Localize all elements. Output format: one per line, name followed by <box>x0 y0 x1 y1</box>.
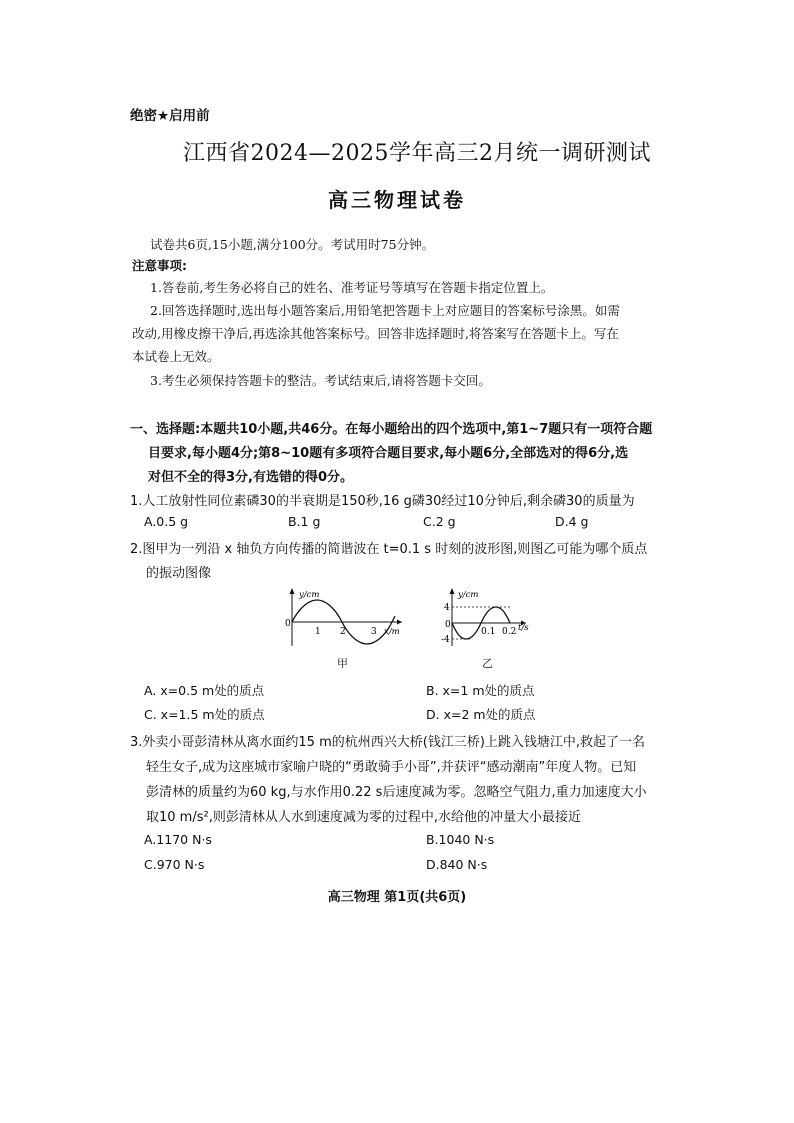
t-tick-label: 0.1 <box>481 627 496 637</box>
section-instructions: 一、选择题:本题共10小题,共46分。在每小题给出的四个选项中,第1~7题只有一项符合题 <box>130 422 653 437</box>
exam-title: 江西省2024—2025学年高三2月统一调研测试 <box>183 141 651 166</box>
exam-intro: 试卷共6页,15小题,满分100分。考试用时75分钟。 <box>150 237 435 252</box>
origin-label: 0 <box>285 619 291 629</box>
q3-option-c: C.970 N·s <box>144 857 205 872</box>
question-3-stem: 3.外卖小哥彭清林从离水面约15 m的杭州西兴大桥(钱江三桥)上跳入钱塘江中,救起了一名 <box>130 735 646 750</box>
notice-item: 改动,用橡皮擦干净后,再选涂其他答案标号。回答非选择题时,将答案写在答题卡上。写在 <box>132 326 619 341</box>
q3-option-b: B.1040 N·s <box>426 832 495 847</box>
y-axis-label: y/cm <box>299 590 320 600</box>
question-3-stem: 取10 m/s²,则彭清林从人水到速度减为零的过程中,水给他的冲量大小最接近 <box>146 810 581 825</box>
q2-option-d: D. x=2 m处的质点 <box>426 707 536 722</box>
y-axis-arrow <box>290 588 295 594</box>
question-2-stem: 2.图甲为一列沿 x 轴负方向传播的简谐波在 t=0.1 s 时刻的波形图,则图乙可能为哪个质点 <box>130 542 648 557</box>
x-tick-label: 2 <box>340 627 346 637</box>
y-tick-label: -4 <box>441 635 450 645</box>
figure-a-caption: 甲 <box>337 657 348 670</box>
x-tick-label: 3 <box>371 627 377 637</box>
y-axis-arrow <box>450 588 455 594</box>
q1-option-c: C.2 g <box>423 514 456 529</box>
q1-option-d: D.4 g <box>555 514 589 529</box>
question-1-stem: 1.人工放射性同位素磷30的半衰期是150秒,16 g磷30经过10分钟后,剩余磷30的质量为 <box>130 494 635 509</box>
q3-option-a: A.1170 N·s <box>144 832 212 847</box>
x-axis-arrow <box>397 620 402 625</box>
question-3-stem: 彭清林的质量约为60 kg,与水作用0.22 s后速度减为零。忽略空气阻力,重力加速度大小 <box>146 785 647 800</box>
q1-option-a: A.0.5 g <box>144 514 189 529</box>
question-3-stem: 轻生女子,成为这座城市家喻户晓的“勇敢骑手小哥”,并获评“感动潮南”年度人物。已知 <box>146 760 637 775</box>
vibration-graph-b <box>438 586 538 648</box>
x-tick-label: 1 <box>315 627 321 637</box>
t-tick-label: 0.2 <box>502 627 517 637</box>
q2-option-c: C. x=1.5 m处的质点 <box>144 707 265 722</box>
notice-item: 2.回答选择题时,选出每小题答案后,用铅笔把答题卡上对应题目的答案标号涂黑。如需 <box>150 303 620 318</box>
x-axis-label: x/m <box>384 627 400 637</box>
notice-item: 1.答卷前,考生务必将自己的姓名、准考证号等填写在答题卡指定位置上。 <box>150 280 554 295</box>
section-instructions: 目要求,每小题4分;第8~10题有多项符合题目要求,每小题6分,全部选对的得6分,选 <box>148 446 629 461</box>
y-axis-label: y/cm <box>458 590 479 600</box>
t-axis-label: t/s <box>518 623 529 633</box>
wave-graph-a <box>280 586 410 648</box>
notice-item: 3.考生必须保持答题卡的整洁。考试结束后,请将答题卡交回。 <box>150 373 491 388</box>
q1-option-b: B.1 g <box>288 514 321 529</box>
section-instructions: 对但不全的得3分,有选错的得0分。 <box>148 470 354 485</box>
figure-b-caption: 乙 <box>482 657 493 670</box>
y-tick-label: 4 <box>444 603 450 613</box>
q3-option-d: D.840 N·s <box>426 857 488 872</box>
origin-label: 0 <box>445 620 451 630</box>
q2-option-b: B. x=1 m处的质点 <box>426 683 535 698</box>
subject-title: 高三物理试卷 <box>328 188 466 212</box>
confidential-mark: 绝密★启用前 <box>130 108 210 124</box>
notice-item: 本试卷上无效。 <box>132 349 220 364</box>
notice-heading: 注意事项: <box>132 258 187 273</box>
question-2-stem: 的振动图像 <box>146 566 212 581</box>
q2-option-a: A. x=0.5 m处的质点 <box>144 683 265 698</box>
page-footer: 高三物理 第1页(共6页) <box>327 890 467 905</box>
